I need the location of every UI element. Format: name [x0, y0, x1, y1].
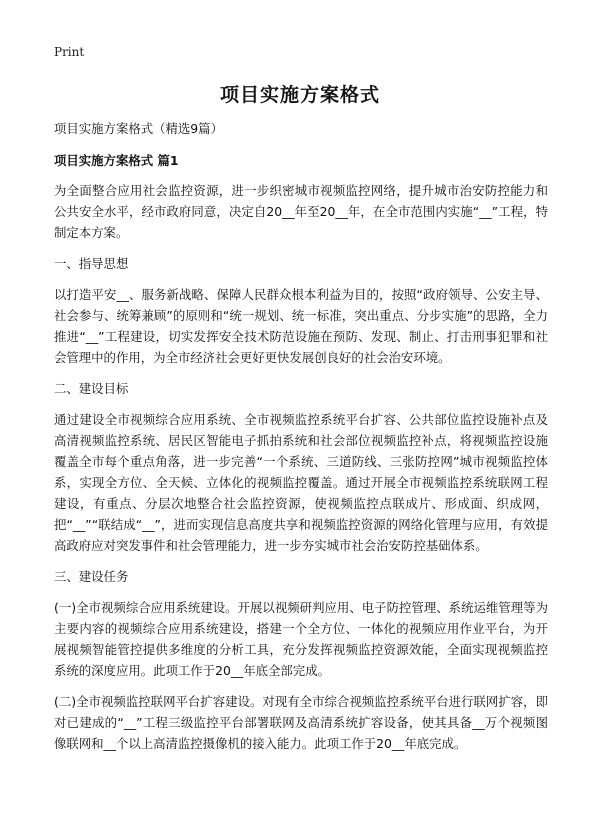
intro-paragraph: 为全面整合应用社会监控资源，进一步织密城市视频监控网络，提升城市治安防控能力和公共安全水平，经市政府同意，决定自20__年至20__年，在全市范围内实施“__”工程，特制定本方案。 — [54, 183, 548, 240]
article-heading: 项目实施方案格式 篇1 — [54, 153, 179, 168]
section-heading-guiding-ideology: 一、指导思想 — [54, 256, 129, 271]
task-paragraph-1: (一)全市视频综合应用系统建设。开展以视频研判应用、电子防控管理、系统运维管理等为主要内容的视频综合应用系统建设，搭建一个全方位、一体化的视频应用作业平台，为开展视频智能管控提供多维度的分析工具，充分发挥视频监控资源效能，全面实现视频监控系统的深度应用。此项工作于20__年底全部完成。 — [54, 600, 548, 678]
document-body — [54, 118, 548, 764]
print-link[interactable]: Print — [54, 45, 85, 59]
page-title: 项目实施方案格式 — [219, 84, 380, 106]
task-paragraph-2: (二)全市视频监控联网平台扩容建设。对现有全市综合视频监控系统平台进行联网扩容，即对已建成的“__”工程三级监控平台部署联网及高清系统扩容设备，使其具备__万个视频图像联网和__个以上高清监控摄像机的接入能力。此项工作于20__年底完成。 — [54, 694, 548, 751]
section-heading-goals: 二、建设目标 — [54, 381, 129, 396]
goals-paragraph: 通过建设全市视频综合应用系统、全市视频监控系统平台扩容、公共部位监控设施补点及高清视频监控系统、居民区智能电子抓拍系统和社会部位视频监控补点，将视频监控设施覆盖全市每个重点角落，进一步完善“一个系统、三道防线、三张防控网”城市视频监控体系，实现全方位、全天候、立体化的视频监控覆盖。通过开展全市视频监控系统联网工程建设，有重点、分层次地整合社会监控资源，使视频监控点联成片、形成面、织成网，把“__”“联结成“__”，进而实现信息高度共享和视频监控资源的网络化管理与应用，有效提高政府应对突发事件和社会管理能力，进一步夯实城市社会治安防控基础体系。 — [54, 412, 548, 553]
document-subtitle: 项目实施方案格式（精选9篇） — [54, 121, 223, 136]
section-heading-tasks: 三、建设任务 — [54, 569, 129, 584]
guiding-ideology-paragraph: 以打造平安__、服务新战略、保障人民群众根本利益为目的，按照“政府领导、公安主导、社会参与、统筹兼顾”的原则和“统一规划、统一标准，突出重点、分步实施”的思路，全力推进“__”工程建设，切实发挥安全技术防范设施在预防、发现、制止、打击刑事犯罪和社会管理中的作用，为全市经济社会更好更快发展创良好的社会治安环境。 — [54, 287, 548, 365]
